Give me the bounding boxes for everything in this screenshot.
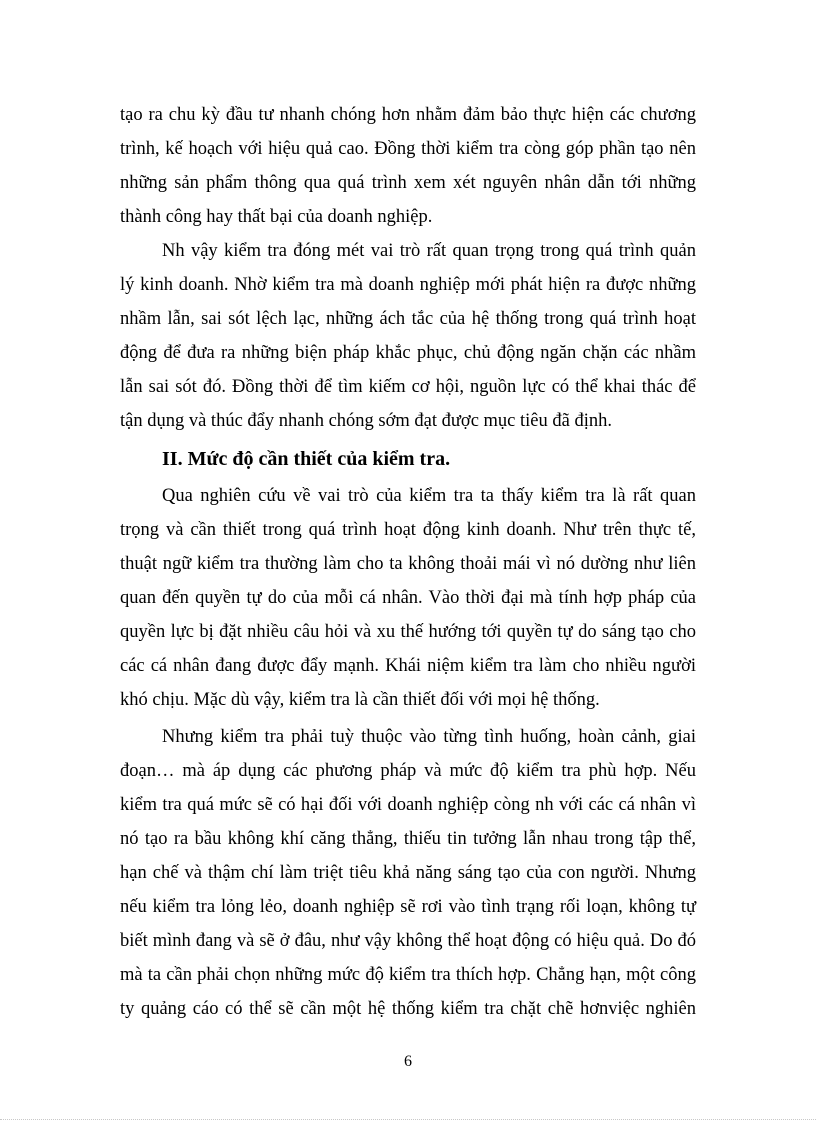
paragraph-4-line-5: hạn chế và thậm chí làm triệt tiêu khả năng sáng tạo của con người. Nhưng: [120, 863, 696, 883]
section-heading: II. Mức độ cần thiết của kiểm tra.: [162, 448, 451, 470]
paragraph-3-line-2: trọng và cần thiết trong quá trình hoạt động kinh doanh. Như trên thực tế,: [120, 520, 696, 540]
paragraph-4-line-1: Nhưng kiểm tra phải tuỳ thuộc vào từng tình huống, hoàn cảnh, giai: [162, 727, 696, 747]
paragraph-3-line-5: quyền lực bị đặt nhiều câu hỏi và xu thế hướng tới quyền tự do sáng tạo cho: [120, 622, 696, 642]
paragraph-4-line-9: ty quảng cáo có thể sẽ cần một hệ thống kiểm tra chặt chẽ hơnviệc nghiên: [120, 999, 696, 1019]
paragraph-2-line-6: tận dụng và thúc đẩy nhanh chóng sớm đạt được mục tiêu đã định.: [120, 411, 612, 431]
paragraph-2-line-4: động để đưa ra những biện pháp khắc phục, chủ động ngăn chặn các nhầm: [120, 343, 696, 363]
paragraph-4-line-3: kiểm tra quá mức sẽ có hại đối với doanh nghiệp còng nh với các cá nhân vì: [120, 795, 696, 815]
paragraph-4-line-8: mà ta cần phải chọn những mức độ kiểm tra thích hợp. Chẳng hạn, một công: [120, 965, 696, 985]
paragraph-4-line-7: biết mình đang và sẽ ở đâu, như vậy không thể hoạt động có hiệu quả. Do đó: [120, 931, 696, 951]
paragraph-3-line-6: các cá nhân đang được đẩy mạnh. Khái niệm kiểm tra làm cho nhiều người: [120, 656, 696, 676]
paragraph-4-line-4: nó tạo ra bầu không khí căng thẳng, thiếu tin tưởng lẫn nhau trong tập thể,: [120, 829, 696, 849]
paragraph-1-line-1: tạo ra chu kỳ đầu tư nhanh chóng hơn nhằm đảm bảo thực hiện các chương: [120, 105, 696, 125]
page-number: 6: [404, 1053, 412, 1070]
paragraph-3-line-3: thuật ngữ kiểm tra thường làm cho ta không thoải mái vì nó dường như liên: [120, 554, 696, 574]
paragraph-3-line-1: Qua nghiên cứu về vai trò của kiểm tra ta thấy kiểm tra là rất quan: [162, 486, 696, 506]
paragraph-2-line-3: nhầm lẫn, sai sót lệch lạc, những ách tắc của hệ thống trong quá trình hoạt: [120, 309, 696, 329]
paragraph-4-line-6: nếu kiểm tra lỏng lẻo, doanh nghiệp sẽ rơi vào tình trạng rối loạn, không tự: [120, 897, 696, 917]
paragraph-2-line-1: Nh vậy kiểm tra đóng mét vai trò rất quan trọng trong quá trình quản: [162, 241, 696, 261]
page-bottom-border: [0, 1119, 816, 1120]
paragraph-1-line-3: những sản phẩm thông qua quá trình xem xét nguyên nhân dẫn tới những: [120, 173, 696, 193]
paragraph-2-line-2: lý kinh doanh. Nhờ kiểm tra mà doanh nghiệp mới phát hiện ra được những: [120, 275, 696, 295]
paragraph-1-line-4: thành công hay thất bại của doanh nghiệp.: [120, 207, 433, 227]
paragraph-4-line-2: đoạn… mà áp dụng các phương pháp và mức độ kiểm tra phù hợp. Nếu: [120, 761, 696, 781]
paragraph-3-line-7: khó chịu. Mặc dù vậy, kiểm tra là cần thiết đối với mọi hệ thống.: [120, 690, 600, 710]
paragraph-1-line-2: trình, kế hoạch với hiệu quả cao. Đồng thời kiểm tra còng góp phần tạo nên: [120, 139, 696, 159]
paragraph-3-line-4: quan đến quyền tự do của mỗi cá nhân. Vào thời đại mà tính hợp pháp của: [120, 588, 696, 608]
paragraph-2-line-5: lẫn sai sót đó. Đồng thời để tìm kiếm cơ hội, nguồn lực có thể khai thác để: [120, 377, 696, 397]
